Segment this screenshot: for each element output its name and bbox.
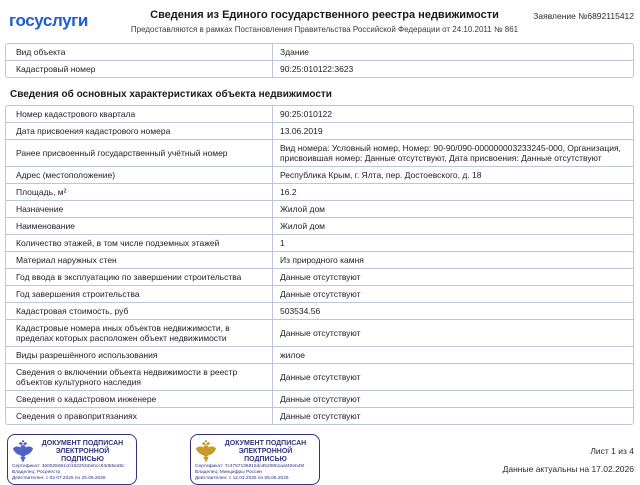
row-value: Данные отсутствуют (280, 372, 361, 382)
document-subtitle: Предоставляются в рамках Постановления Правительства Российской Федерации от 24.10.2011 № 861 (130, 25, 519, 34)
row-value: Вид номера: Условный номер, Номер: 90-90/090-000000003233245-000, Организация, присвоившая номер: Данные отсутствуют, Дата присвоения: Данные отсутствуют (280, 143, 621, 163)
row-label: Наименование (6, 218, 273, 234)
row-label: Год ввода в эксплуатацию по завершении строительства (6, 269, 273, 285)
table-row (6, 44, 633, 60)
stamp-owner: Владелец: Росреестр (12, 469, 61, 475)
eagle-emblem-icon (12, 439, 34, 464)
document-title: Сведения из Единого государственного реестра недвижимости (150, 9, 499, 21)
row-value: Данные отсутствуют (280, 328, 361, 338)
table-row (6, 166, 633, 183)
row-value: Данные отсутствуют (280, 394, 361, 404)
row-value: 503534.56 (280, 306, 321, 316)
table-row (6, 407, 633, 424)
row-label: Сведения о правопритязаниях (6, 408, 273, 424)
row-value: Здание (280, 47, 309, 57)
eagle-emblem-icon (195, 439, 217, 464)
table-row (6, 319, 633, 346)
row-value: 13.06.2019 (280, 126, 323, 136)
row-label: Сведения о включении объекта недвижимости в реестр объектов культурного наследия (6, 364, 273, 390)
row-label: Ранее присвоенный государственный учётный номер (6, 140, 273, 166)
application-number: Заявление №6892115412 (533, 11, 634, 21)
row-label: Вид объекта (6, 44, 273, 60)
table-row (6, 60, 633, 77)
table-row (6, 390, 633, 407)
row-value: Из природного камня (280, 255, 364, 265)
stamp-validity: Действителен: с 02.07.2025 по 25.09.2026 (12, 475, 106, 481)
table-row (6, 139, 633, 166)
row-value: 1 (280, 238, 285, 248)
table-row (6, 183, 633, 200)
row-label: Назначение (6, 201, 273, 217)
signature-stamps (7, 434, 636, 485)
title-block (127, 9, 522, 34)
object-summary-table (5, 43, 634, 78)
stamp-certificate: Сертификат: 7c4757136815dcd5208b1aaf40eb45f (195, 464, 305, 469)
stamp-top (12, 438, 131, 464)
table-row (6, 268, 633, 285)
row-value: 16.2 (280, 187, 297, 197)
stamp-title: ДОКУМЕНТ ПОДПИСАН ЭЛЕКТРОННОЙ ПОДПИСЬЮ (224, 440, 307, 463)
row-value: 90:25:010122 (280, 109, 332, 119)
data-actual-date: Данные актуальны на 17.02.2026 (502, 464, 634, 474)
stamp-owner: Владелец: Минцифры России (195, 469, 262, 475)
row-label: Кадастровые номера иных объектов недвижимости, в пределах которых расположен объект недвижимости (6, 320, 273, 346)
stamp-title: ДОКУМЕНТ ПОДПИСАН ЭЛЕКТРОННОЙ ПОДПИСЬЮ (41, 440, 124, 463)
row-label: Кадастровый номер (6, 61, 273, 77)
sheet-number: Лист 1 из 4 (590, 446, 634, 456)
table-row (6, 122, 633, 139)
row-value: Данные отсутствуют (280, 411, 361, 421)
table-row (6, 200, 633, 217)
row-label: Площадь, м² (6, 184, 273, 200)
table-row (6, 285, 633, 302)
row-label: Количество этажей, в том числе подземных этажей (6, 235, 273, 251)
table-row (6, 363, 633, 390)
table-row (6, 106, 633, 122)
row-label: Дата присвоения кадастрового номера (6, 123, 273, 139)
row-value: жилое (280, 350, 305, 360)
stamp-validity: Действителен: с 12.03.2025 по 05.06.2026 (195, 475, 289, 481)
table-row (6, 217, 633, 234)
row-value: Республика Крым, г. Ялта, пер. Достоевского, д. 18 (280, 170, 482, 180)
row-value: Жилой дом (280, 221, 326, 231)
signature-stamp-rosreestr (7, 434, 137, 485)
row-label: Кадастровая стоимость, руб (6, 303, 273, 319)
row-label: Номер кадастрового квартала (6, 106, 273, 122)
document-header (5, 9, 636, 34)
stamp-top (195, 438, 314, 464)
row-label: Материал наружных стен (6, 252, 273, 268)
row-value: Данные отсутствуют (280, 289, 361, 299)
table-row (6, 251, 633, 268)
row-label: Адрес (местоположение) (6, 167, 273, 183)
table-row (6, 302, 633, 319)
row-value: 90:25:010122:3623 (280, 64, 354, 74)
table-row (6, 234, 633, 251)
row-value: Жилой дом (280, 204, 326, 214)
row-label: Год завершения строительства (6, 286, 273, 302)
stamp-certificate: Сертификат: 4b0528d61cb1622fcbbebcc63d55ed5c (12, 464, 125, 469)
row-value: Данные отсутствуют (280, 272, 361, 282)
table-row (6, 346, 633, 363)
characteristics-table (5, 105, 634, 425)
signature-stamp-mincifry (190, 434, 320, 485)
section-title: Сведения об основных характеристиках объекта недвижимости (10, 89, 332, 100)
row-label: Сведения о кадастровом инженере (6, 391, 273, 407)
row-label: Виды разрешённого использования (6, 347, 273, 363)
gosuslugi-logo: госуслуги (9, 11, 88, 30)
